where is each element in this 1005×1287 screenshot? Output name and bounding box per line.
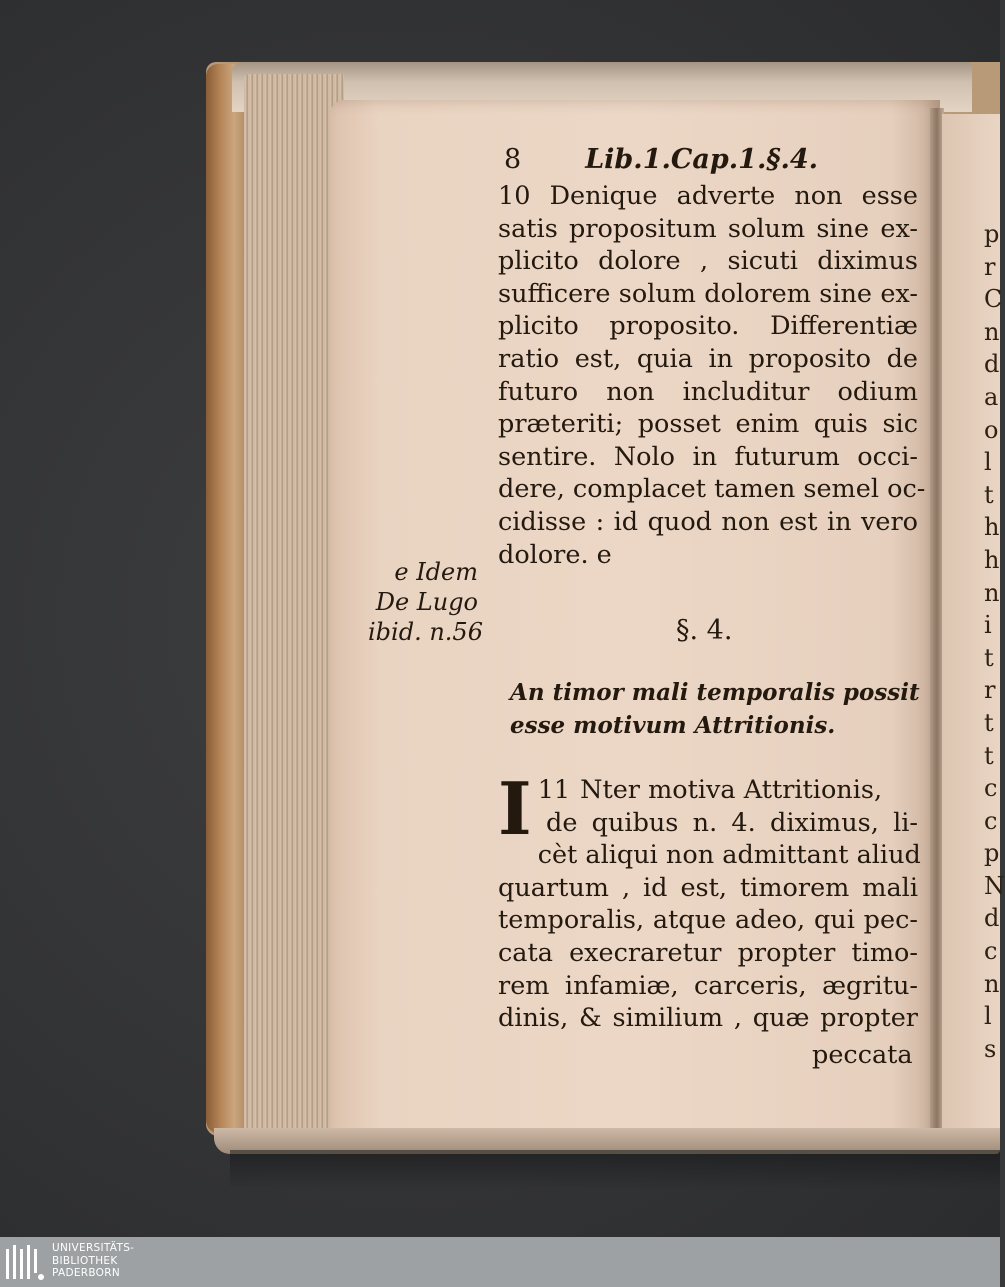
text-line: dinis, & similium , quæ propter: [498, 1003, 918, 1034]
text-line: sentire. Nolo in futurum occi-: [498, 441, 918, 472]
text-line: cèt aliqui non admittant aliud: [537, 840, 921, 871]
next-page-letter: t: [984, 741, 994, 770]
next-page-letter: h: [984, 513, 1000, 542]
paragraph-11: [498, 766, 921, 1035]
next-page-letter: p: [984, 839, 1000, 868]
text-line: sufficere solum dolorem sine ex-: [498, 278, 918, 309]
running-head: Lib.1.Cap.1.§.4.: [585, 144, 819, 175]
text-line: quartum , id est, timorem mali: [498, 872, 918, 903]
library-name-line: PADERBORN: [52, 1267, 120, 1279]
page-header: [504, 144, 834, 175]
text-line-part: Nter motiva Attritionis,: [580, 775, 883, 805]
text-line: 10 Denique adverte non esse: [498, 181, 918, 211]
next-page-letter: c: [984, 937, 998, 966]
page-number: 8: [504, 144, 522, 175]
next-page-letter: h: [984, 545, 1000, 574]
next-page-letter: p: [984, 220, 1000, 248]
book-shadow: [230, 1150, 1000, 1190]
next-page-letter: r: [984, 676, 996, 705]
text-line: rem infamiæ, carceris, ægritu-: [498, 970, 918, 1001]
next-page-letter: n: [984, 969, 1000, 998]
next-page-letter: t: [984, 480, 994, 509]
next-page-letter: c: [984, 806, 998, 835]
margin-note: [368, 557, 483, 647]
library-name: [52, 1242, 134, 1280]
next-page-letter: o: [984, 415, 999, 444]
library-name-line: BIBLIOTHEK: [52, 1254, 118, 1267]
next-page-letter: d: [984, 350, 1000, 379]
next-page-letter: d: [984, 904, 1000, 933]
next-page-line-starts: [984, 218, 1005, 1065]
text-line: cata execraretur propter timo-: [498, 937, 918, 968]
drop-cap: I: [498, 766, 532, 851]
book-spine: [206, 64, 246, 1134]
next-page-letter: a: [984, 382, 999, 411]
section-title: [510, 676, 920, 742]
next-page-letter: s: [984, 1034, 997, 1063]
margin-note-line: De Lugo: [375, 588, 478, 616]
paragraph-10: [498, 180, 926, 571]
next-page-letter: C: [984, 285, 1003, 314]
margin-note-line: ibid. n.56: [368, 618, 483, 646]
text-line: præteriti; posset enim quis sic: [498, 409, 918, 440]
text-line: temporalis, atque adeo, qui pec-: [498, 905, 918, 936]
text-line: cidisse : id quod non est in vero: [498, 506, 918, 537]
next-page-letter: l: [984, 1002, 992, 1031]
text-line: dolore. e: [498, 539, 612, 570]
next-page-letter: t: [984, 643, 994, 672]
paragraph-number: 11: [537, 775, 571, 805]
margin-note-line: e Idem: [394, 558, 478, 586]
page-stack-edge: [244, 74, 344, 1140]
footer-bar: [0, 1237, 1000, 1287]
next-page-letter: n: [984, 317, 1000, 346]
section-mark: §. 4.: [676, 615, 733, 646]
next-page-letter: l: [984, 448, 992, 477]
next-page-letter: N: [984, 871, 1005, 900]
text-line: futuro non includitur odium: [498, 376, 918, 407]
library-name-line: UNIVERSITÄTS-: [52, 1242, 135, 1254]
section-title-line: esse motivum Attritionis.: [510, 712, 836, 739]
next-page-letter: i: [984, 611, 992, 640]
text-line: ratio est, quia in proposito de: [498, 343, 918, 374]
text-line: de quibus n. 4. diximus, li-: [546, 807, 918, 838]
text-line: satis propositum solum sine ex-: [498, 213, 918, 244]
section-title-line: An timor mali temporalis possit: [510, 679, 920, 706]
text-line: dere, complacet tamen semel oc-: [498, 474, 926, 505]
next-page-letter: r: [984, 252, 996, 281]
library-logo-icon: [4, 1241, 46, 1283]
catchword: peccata: [812, 1040, 913, 1070]
text-line: plicito proposito. Differentiæ: [498, 311, 918, 342]
next-page-letter: t: [984, 708, 994, 737]
text-line: plicito dolore , sicuti diximus: [498, 246, 918, 277]
next-page-letter: n: [984, 578, 1000, 607]
next-page-letter: c: [984, 774, 998, 803]
